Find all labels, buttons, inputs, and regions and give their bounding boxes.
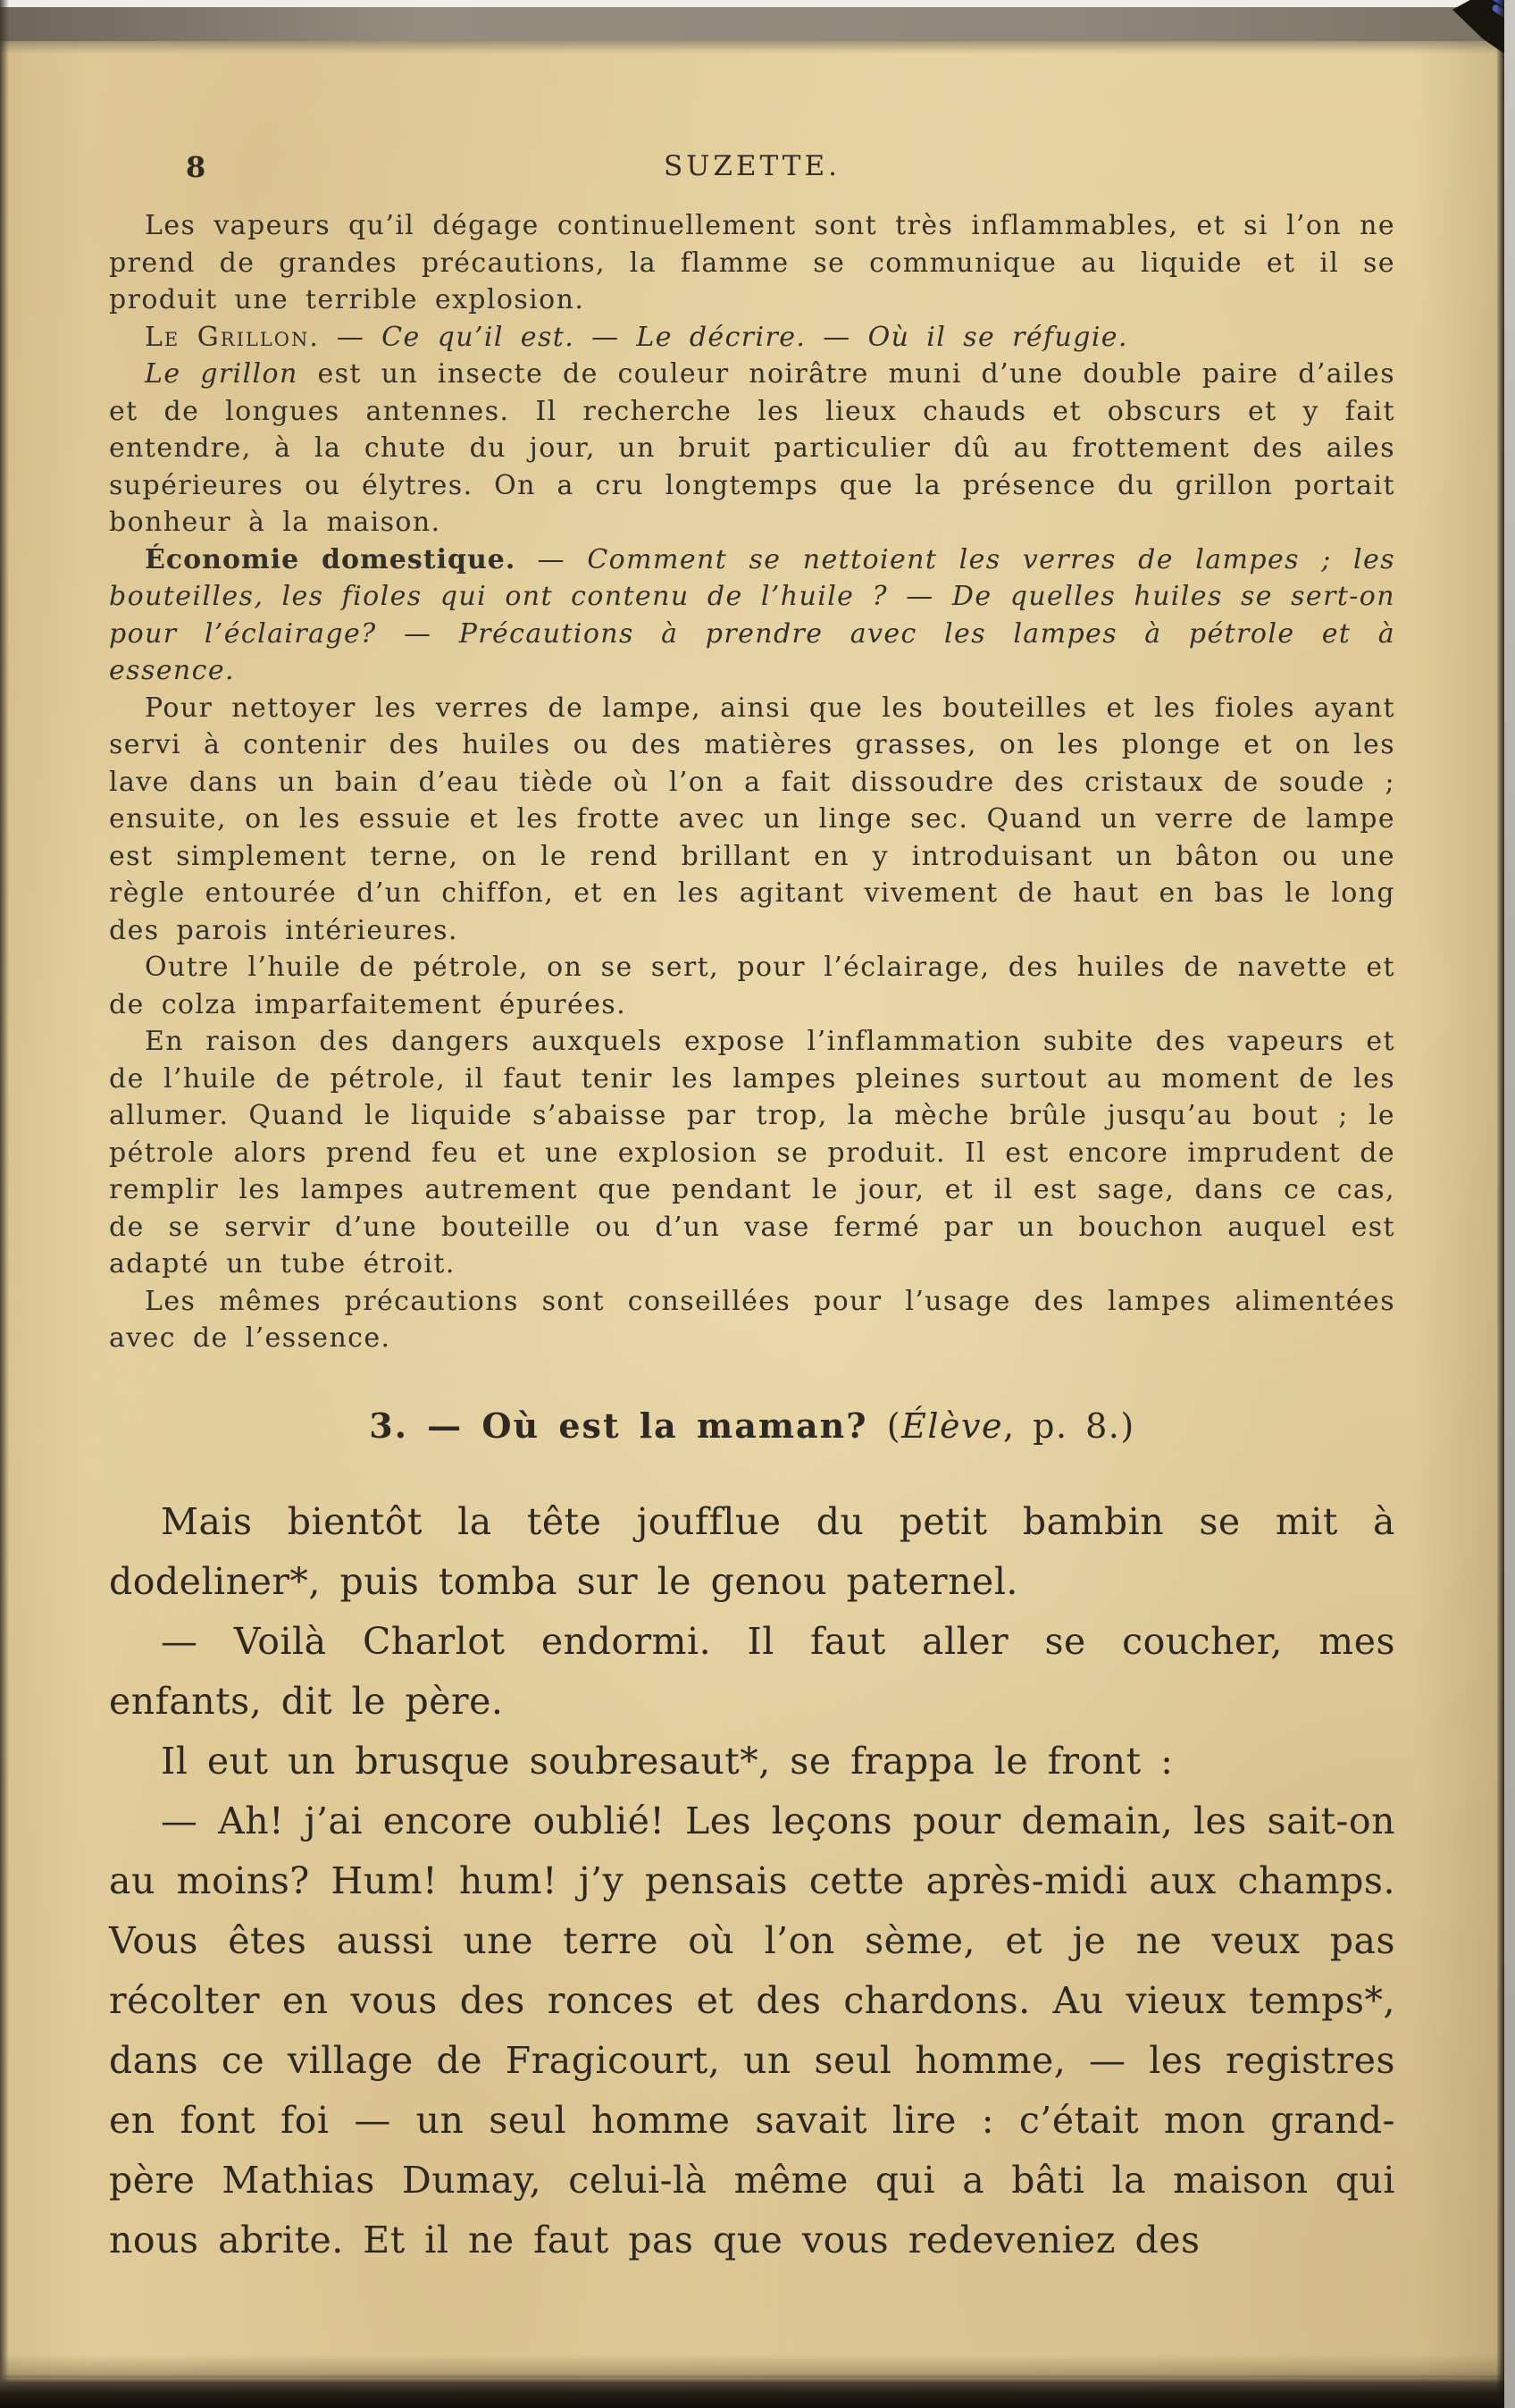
text-segment: Pour nettoyer les verres de lampe, ainsi que les bouteilles et les fioles ayant servi à contenir des huiles ou des matières grasses, on les plonge et on les lave dans un bain d’eau tiède où l’on a fait dissoudre des cristaux de soude ; ensuite, on les essuie et les frotte avec un linge sec. Quand un verre de lampe est simplement terne, on le rend brillant en y introduisant un bâton ou une règle entourée d’un chiffon, et en les agitant vivement de haut en bas le long des parois intérieures. xyxy=(109,692,1395,946)
running-title: SUZETTE. xyxy=(664,150,841,182)
paragraph xyxy=(109,690,1395,950)
paragraph xyxy=(109,1492,1395,1612)
paragraph xyxy=(109,949,1395,1023)
scan-shadow-right xyxy=(1497,0,1504,2408)
text-segment: — xyxy=(319,321,382,353)
text-segment: Élève xyxy=(901,1405,1003,1446)
text-segment: Les mêmes précautions sont conseillées pour l’usage des lampes alimentées avec de l’essence. xyxy=(109,1285,1395,1354)
book-edge-bottom xyxy=(0,2374,1504,2408)
text-segment: Ce qu’il est. — Le décrire. — Où il se réfugie. xyxy=(381,321,1128,353)
book-edge-top xyxy=(0,7,1504,41)
scanner-strip-right xyxy=(1504,0,1515,2408)
text-segment: Économie domestique. xyxy=(145,543,516,575)
text-segment: Comment se nettoient les verres de lampes ; les bouteilles, les fioles qui ont contenu de l’huile ? — De quelles huiles se sert-on pour l’éclairage? — Précautions à prendre avec les lampes à pétrole et à essence. xyxy=(109,543,1395,686)
text-segment: est un insecte de couleur noirâtre muni d’une double paire d’ailes et de longues antennes. Il recherche les lieux chauds et obscurs et y fait entendre, à la chute du jour, un bruit particulier dû au frottement des ailes supérieures ou élytres. On a cru longtemps que la présence du grillon portait bonheur à la maison. xyxy=(109,358,1395,538)
paragraph xyxy=(109,1791,1395,2270)
text-segment: Mais bientôt la tête joufflue du petit bambin se mit à dodeliner*, puis tomba sur le genou paternel. xyxy=(109,1499,1395,1603)
paragraph xyxy=(109,541,1395,690)
page-header xyxy=(109,150,1395,188)
text-segment: Outre l’huile de pétrole, on se sert, pour l’éclairage, des huiles de navette et de colza imparfaitement épurées. xyxy=(109,952,1395,1020)
paragraph xyxy=(109,319,1395,357)
text-segment: Les vapeurs qu’il dégage continuellement sont très inflammables, et si l’on ne prend de grandes précautions, la flamme se communique au liquide et il se produit une terrible explosion. xyxy=(109,210,1395,315)
text-segment: ( xyxy=(886,1405,902,1446)
paragraph xyxy=(109,1283,1395,1357)
text-segment: Il eut un brusque soubresaut*, se frappa le front : xyxy=(161,1739,1174,1783)
text-segment: , p. 8.) xyxy=(1002,1405,1135,1446)
page-content xyxy=(109,150,1395,2270)
paragraph xyxy=(109,1612,1395,1732)
scan-shadow-left xyxy=(0,0,9,2408)
scanner-edge-top xyxy=(0,0,1515,7)
text-segment: — Ah! j’ai encore oublié! Les leçons pour demain, les sait-on au moins? Hum! hum! j’y pensais cette après-midi aux champs. Vous êtes aussi une terre où l’on sème, et je ne veux pas récolter en vous des ronces et des chardons. Au vieux temps*, dans ce village de Fragicourt, un seul homme, — les registres en font foi — un seul homme savait lire : c’était mon grand-père Mathias Dumay, celui-là même qui a bâti la maison qui nous abrite. Et il ne faut pas que vous redeveniez des xyxy=(109,1799,1395,2261)
paragraph xyxy=(109,356,1395,541)
section-heading xyxy=(109,1405,1395,1446)
paragraph xyxy=(109,207,1395,319)
paragraph xyxy=(109,1732,1395,1791)
text-segment: — Voilà Charlot endormi. Il faut aller se coucher, mes enfants, dit le père. xyxy=(109,1619,1395,1723)
text-segment: Le grillon xyxy=(145,358,298,390)
text-segment: — xyxy=(515,543,588,575)
book-edge-top-shadow xyxy=(0,41,1504,54)
text-segment: 3. — Où est la maman? xyxy=(369,1405,887,1446)
page-number: 8 xyxy=(186,150,206,184)
text-segment: En raison des dangers auxquels expose l’inflammation subite des vapeurs et de l’huile de pétrole, il faut tenir les lampes pleines surtout au moment de les allumer. Quand le liquide s’abaisse par trop, la mèche brûle jusqu’au bout ; le pétrole alors prend feu et une explosion se produit. Il est encore imprudent de remplir les lampes autrement que pendant le jour, et il est sage, dans ce cas, de se servir d’une bouteille ou d’un vase fermé par un bouchon auquel est adapté un tube étroit. xyxy=(109,1026,1395,1280)
lesson-text xyxy=(109,207,1395,1357)
reading-story xyxy=(109,1492,1395,2270)
paragraph xyxy=(109,1023,1395,1283)
text-segment: Le Grillon. xyxy=(145,321,320,353)
